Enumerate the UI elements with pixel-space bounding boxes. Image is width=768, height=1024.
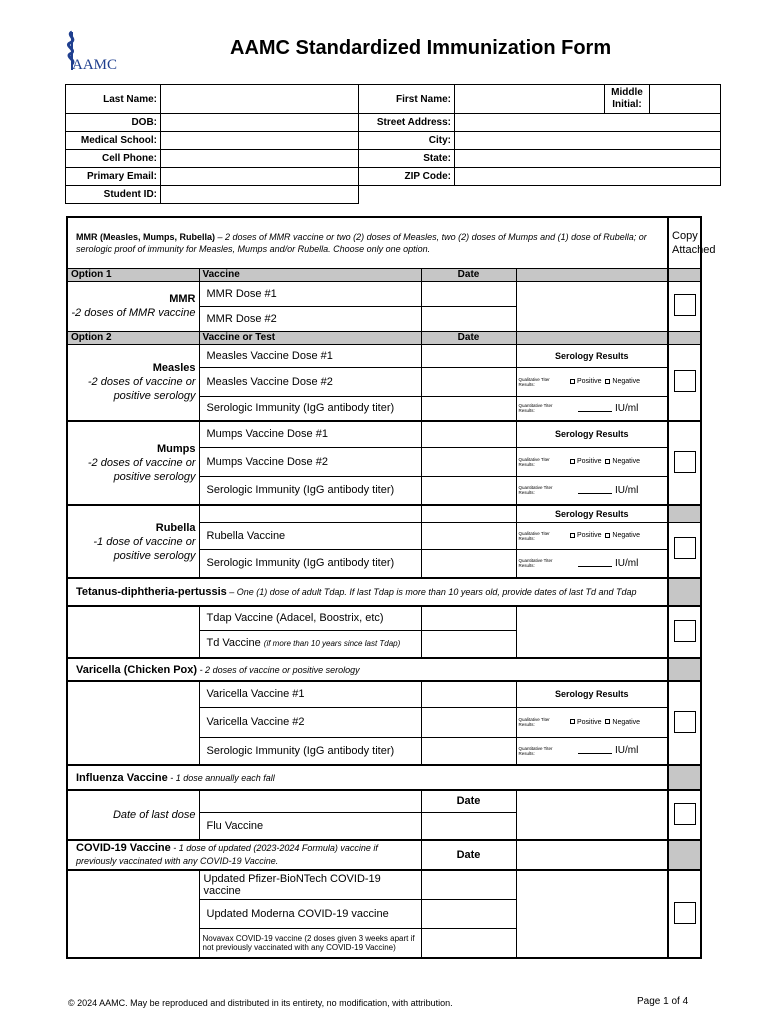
quantitative-label: Quantitative Titer Results:: [516, 476, 566, 505]
tdap-copy-checkbox[interactable]: [674, 620, 696, 642]
rubella-serologic-label: Serologic Immunity (IgG antibody titer): [199, 549, 421, 578]
varicella-dose1-date[interactable]: [421, 681, 516, 707]
rubella-vaccine-date[interactable]: [421, 522, 516, 549]
checkbox-icon: [605, 719, 610, 724]
rubella-serologic-date[interactable]: [421, 549, 516, 578]
rubella-copy-checkbox[interactable]: [674, 537, 696, 559]
rubella-label: Rubella -1 dose of vaccine or positive serology: [67, 505, 199, 578]
tdap-vaccine-date[interactable]: [421, 606, 516, 630]
flu-copy-checkbox[interactable]: [674, 803, 696, 825]
measles-dose2-label: Measles Vaccine Dose #2: [199, 367, 421, 396]
varicella-iu-field[interactable]: IU/ml: [566, 737, 668, 765]
quantitative-label: Quantitative Titer Results:: [516, 396, 566, 421]
measles-dose2-date[interactable]: [421, 367, 516, 396]
school-field[interactable]: [161, 132, 359, 150]
rubella-qualitative-options[interactable]: Positive Negative: [566, 522, 668, 549]
state-label: State:: [359, 150, 455, 168]
vaccine-col-header: Vaccine: [199, 268, 421, 281]
mumps-qualitative-options[interactable]: Positive Negative: [566, 447, 668, 476]
varicella-dose1-label: Varicella Vaccine #1: [199, 681, 421, 707]
measles-copy-checkbox[interactable]: [674, 370, 696, 392]
rubella-iu-field[interactable]: IU/ml: [566, 549, 668, 578]
varicella-serology-header: Serology Results: [516, 681, 668, 707]
varicella-dose2-date[interactable]: [421, 707, 516, 737]
mmr-dose1-date[interactable]: [421, 281, 516, 306]
immunization-table: [66, 216, 716, 959]
mmr-label: MMR -2 doses of MMR vaccine: [67, 281, 199, 331]
rubella-vaccine-label: Rubella Vaccine: [199, 522, 421, 549]
street-field[interactable]: [455, 114, 721, 132]
copy-attached-header: Copy Attached: [668, 217, 701, 268]
qualitative-label: Qualitative Titer Results:: [516, 367, 566, 396]
city-field[interactable]: [455, 132, 721, 150]
mumps-serology-header: Serology Results: [516, 421, 668, 447]
mmr-copy-checkbox[interactable]: [674, 294, 696, 316]
middle-initial-label: Middle Initial:: [605, 85, 650, 114]
last-name-field[interactable]: [161, 85, 359, 114]
measles-qualitative-options[interactable]: Positive Negative: [566, 367, 668, 396]
zip-label: ZIP Code:: [359, 168, 455, 186]
mumps-copy-checkbox[interactable]: [674, 451, 696, 473]
covid-copy-checkbox[interactable]: [674, 902, 696, 924]
qualitative-label: Qualitative Titer Results:: [516, 522, 566, 549]
checkbox-icon: [570, 379, 575, 384]
qualitative-label: Qualitative Titer Results:: [516, 707, 566, 737]
mmr-section-header: MMR (Measles, Mumps, Rubella) – 2 doses of MMR vaccine or two (2) doses of Measles, two (2) doses of Mumps and (1) dose of Rubella; or serologic proof of immunity for Measles, Mumps and/or Rubella. Choose only one option.: [67, 217, 668, 268]
qualitative-label: Qualitative Titer Results:: [516, 447, 566, 476]
checkbox-icon: [605, 379, 610, 384]
mumps-serologic-label: Serologic Immunity (IgG antibody titer): [199, 476, 421, 505]
city-label: City:: [359, 132, 455, 150]
varicella-copy-checkbox[interactable]: [674, 711, 696, 733]
dob-field[interactable]: [161, 114, 359, 132]
zip-field[interactable]: [455, 168, 721, 186]
mumps-dose1-label: Mumps Vaccine Dose #1: [199, 421, 421, 447]
varicella-qualitative-options[interactable]: Positive Negative: [566, 707, 668, 737]
mumps-iu-field[interactable]: IU/ml: [566, 476, 668, 505]
option1-label: Option 1: [67, 268, 199, 281]
tdap-section-header: Tetanus-diphtheria-pertussis – One (1) dose of adult Tdap. If last Tdap is more than 10 years old, provide dates of last Td and Tdap: [67, 578, 668, 606]
rubella-serology-header: Serology Results: [516, 505, 668, 522]
mmr-dose2-label: MMR Dose #2: [199, 306, 421, 331]
mumps-dose1-date[interactable]: [421, 421, 516, 447]
dob-label: DOB:: [66, 114, 161, 132]
phone-label: Cell Phone:: [66, 150, 161, 168]
personal-info-table: [65, 84, 721, 204]
checkbox-icon: [605, 533, 610, 538]
quantitative-label: Quantitative Titer Results:: [516, 737, 566, 765]
measles-serologic-label: Serologic Immunity (IgG antibody titer): [199, 396, 421, 421]
covid-moderna-date[interactable]: [421, 899, 516, 928]
covid-pfizer-date[interactable]: [421, 870, 516, 899]
logo-text: AAMC: [72, 57, 118, 73]
middle-initial-field[interactable]: [650, 85, 721, 114]
page-number: Page 1 of 4: [637, 996, 689, 1007]
measles-serologic-date[interactable]: [421, 396, 516, 421]
tdap-vaccine-label: Tdap Vaccine (Adacel, Boostrix, etc): [199, 606, 421, 630]
checkbox-icon: [570, 533, 575, 538]
vaccine-or-test-header: Vaccine or Test: [199, 331, 421, 344]
state-field[interactable]: [455, 150, 721, 168]
measles-label: Measles -2 doses of vaccine or positive serology: [67, 344, 199, 421]
influenza-section-header: Influenza Vaccine - 1 dose annually each fall: [67, 765, 668, 790]
student-id-label: Student ID:: [66, 186, 161, 204]
flu-vaccine-label: Flu Vaccine: [199, 812, 421, 840]
covid-section-header: COVID-19 Vaccine - 1 dose of updated (2023-2024 Formula) vaccine if previously vaccinated with any COVID-19 Vaccine.: [67, 840, 421, 870]
checkbox-icon: [570, 719, 575, 724]
measles-serology-header: Serology Results: [516, 344, 668, 367]
option2-label: Option 2: [67, 331, 199, 344]
copyright-notice: © 2024 AAMC. May be reproduced and distributed in its entirety, no modification, with attribution.: [68, 998, 453, 1008]
date-col-header: Date: [421, 268, 516, 281]
mmr-dose1-label: MMR Dose #1: [199, 281, 421, 306]
mmr-dose2-date[interactable]: [421, 306, 516, 331]
email-field[interactable]: [161, 168, 359, 186]
email-label: Primary Email:: [66, 168, 161, 186]
mumps-serologic-date[interactable]: [421, 476, 516, 505]
varicella-serologic-label: Serologic Immunity (IgG antibody titer): [199, 737, 421, 765]
mumps-dose2-date[interactable]: [421, 447, 516, 476]
phone-field[interactable]: [161, 150, 359, 168]
checkbox-icon: [605, 459, 610, 464]
school-label: Medical School:: [66, 132, 161, 150]
measles-dose1-label: Measles Vaccine Dose #1: [199, 344, 421, 367]
covid-novavax-date[interactable]: [421, 928, 516, 958]
flu-vaccine-date[interactable]: [421, 812, 516, 840]
page-title: AAMC Standardized Immunization Form: [230, 37, 612, 59]
flu-date-header: Date: [421, 790, 516, 812]
covid-date-header: Date: [421, 840, 516, 870]
varicella-section-header: Varicella (Chicken Pox) - 2 doses of vaccine or positive serology: [67, 658, 668, 681]
student-id-field[interactable]: [161, 186, 359, 204]
td-vaccine-label: Td Vaccine (if more than 10 years since last Tdap): [199, 630, 421, 658]
varicella-dose2-label: Varicella Vaccine #2: [199, 707, 421, 737]
first-name-field[interactable]: [455, 85, 605, 114]
checkbox-icon: [570, 459, 575, 464]
flu-last-dose-label: Date of last dose: [67, 790, 199, 840]
date-col-header-2: Date: [421, 331, 516, 344]
first-name-label: First Name:: [359, 85, 455, 114]
quantitative-label: Quantitative Titer Results:: [516, 549, 566, 578]
mumps-label: Mumps -2 doses of vaccine or positive serology: [67, 421, 199, 505]
varicella-serologic-date[interactable]: [421, 737, 516, 765]
mumps-dose2-label: Mumps Vaccine Dose #2: [199, 447, 421, 476]
last-name-label: Last Name:: [66, 85, 161, 114]
td-vaccine-date[interactable]: [421, 630, 516, 658]
covid-novavax-label: Novavax COVID-19 vaccine (2 doses given 3 weeks apart if not previously vaccinated with any COVID-19 Vaccine): [199, 928, 421, 958]
covid-moderna-label: Updated Moderna COVID-19 vaccine: [199, 899, 421, 928]
measles-iu-field[interactable]: IU/ml: [566, 396, 668, 421]
street-label: Street Address:: [359, 114, 455, 132]
covid-pfizer-label: Updated Pfizer-BioNTech COVID-19 vaccine: [199, 870, 421, 899]
measles-dose1-date[interactable]: [421, 344, 516, 367]
